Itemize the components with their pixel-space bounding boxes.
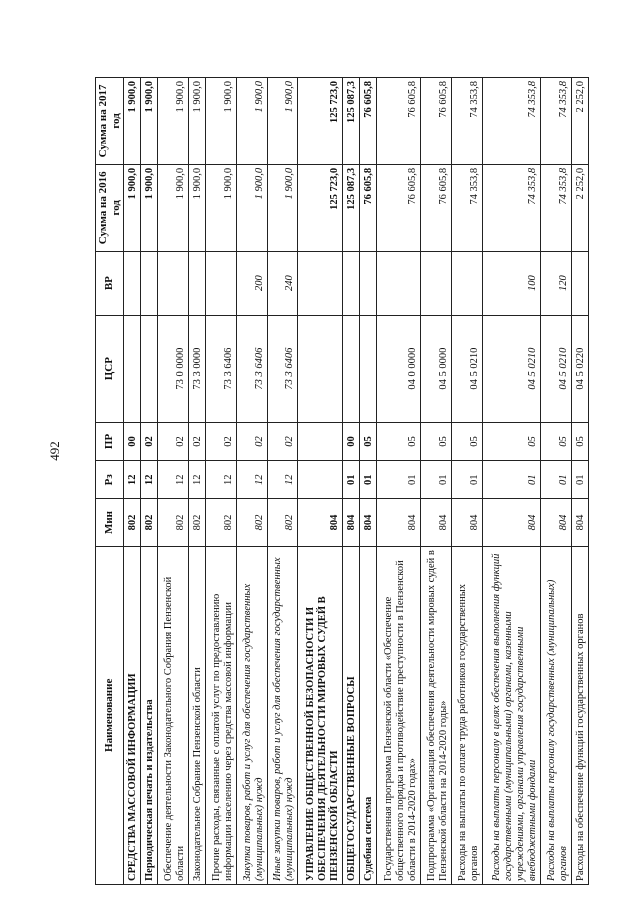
cell-csr xyxy=(124,315,141,422)
cell-min: 804 xyxy=(571,499,588,546)
cell-sum-2016: 76 605,8 xyxy=(377,164,421,251)
cell-csr xyxy=(342,315,359,422)
cell-name: Государственная программа Пензенской области «Обеспечение общественного порядка и противодействие преступности в Пензенской области в 2014-2020 годах» xyxy=(377,546,421,884)
cell-pr: 05 xyxy=(421,422,452,460)
cell-vr xyxy=(359,251,376,315)
cell-rz: 01 xyxy=(377,461,421,499)
cell-vr xyxy=(189,251,206,315)
cell-pr: 05 xyxy=(377,422,421,460)
header-min: Мин xyxy=(96,499,124,546)
header-rz: Рз xyxy=(96,461,124,499)
cell-name: Подпрограмма «Организация обеспечения деятельности мировых судей в Пензенской области на 2014-2020 годы» xyxy=(421,546,452,884)
cell-rz: 01 xyxy=(342,461,359,499)
cell-sum-2016: 125 723,0 xyxy=(298,164,342,251)
cell-csr: 73 3 6406 xyxy=(206,315,237,422)
table-row xyxy=(359,78,376,885)
cell-min: 802 xyxy=(124,499,141,546)
budget-table-container xyxy=(95,77,589,885)
cell-rz: 12 xyxy=(206,461,237,499)
cell-csr: 73 3 0000 xyxy=(189,315,206,422)
cell-sum-2016: 1 900,0 xyxy=(141,164,158,251)
cell-sum-2016: 1 900,0 xyxy=(158,164,189,251)
cell-sum-2017: 2 252,0 xyxy=(571,78,588,165)
cell-rz: 01 xyxy=(452,461,483,499)
cell-sum-2016: 1 900,0 xyxy=(189,164,206,251)
cell-name: Расходы на выплаты по оплате труда работников государственных органов xyxy=(452,546,483,884)
cell-vr: 200 xyxy=(236,251,267,315)
table-row xyxy=(267,78,298,885)
cell-sum-2017: 74 353,8 xyxy=(541,78,572,165)
cell-sum-2017: 125 087,3 xyxy=(342,78,359,165)
table-row xyxy=(377,78,421,885)
cell-sum-2017: 1 900,0 xyxy=(189,78,206,165)
cell-name: Судебная система xyxy=(359,546,376,884)
cell-rz: 12 xyxy=(124,461,141,499)
cell-vr xyxy=(158,251,189,315)
cell-vr xyxy=(571,251,588,315)
cell-pr: 05 xyxy=(571,422,588,460)
cell-vr xyxy=(421,251,452,315)
cell-name: Расходы на обеспечение функций государственных органов xyxy=(571,546,588,884)
cell-pr: 05 xyxy=(359,422,376,460)
cell-sum-2016: 76 605,8 xyxy=(421,164,452,251)
cell-min: 804 xyxy=(377,499,421,546)
cell-csr: 73 3 6406 xyxy=(236,315,267,422)
cell-rz xyxy=(298,461,342,499)
cell-name: Периодическая печать и издательства xyxy=(141,546,158,884)
cell-vr xyxy=(452,251,483,315)
cell-min: 802 xyxy=(141,499,158,546)
cell-min: 802 xyxy=(236,499,267,546)
cell-sum-2017: 1 900,0 xyxy=(206,78,237,165)
cell-min: 804 xyxy=(421,499,452,546)
table-row xyxy=(298,78,342,885)
cell-name: УПРАВЛЕНИЕ ОБЩЕСТВЕННОЙ БЕЗОПАСНОСТИ И ОБЕСПЕЧЕНИЯ ДЕЯТЕЛЬНОСТИ МИРОВЫХ СУДЕЙ В ПЕНЗЕНСКОЙ ОБЛАСТИ xyxy=(298,546,342,884)
cell-min: 804 xyxy=(452,499,483,546)
cell-sum-2017: 76 605,8 xyxy=(377,78,421,165)
cell-csr: 73 0 0000 xyxy=(158,315,189,422)
cell-sum-2017: 1 900,0 xyxy=(158,78,189,165)
cell-min: 804 xyxy=(359,499,376,546)
cell-pr: 00 xyxy=(124,422,141,460)
cell-pr: 02 xyxy=(206,422,237,460)
cell-min: 802 xyxy=(267,499,298,546)
cell-sum-2016: 1 900,0 xyxy=(206,164,237,251)
cell-vr xyxy=(298,251,342,315)
cell-vr: 120 xyxy=(541,251,572,315)
cell-vr xyxy=(206,251,237,315)
cell-vr xyxy=(124,251,141,315)
cell-name: СРЕДСТВА МАССОВОЙ ИНФОРМАЦИИ xyxy=(124,546,141,884)
cell-sum-2017: 74 353,8 xyxy=(482,78,540,165)
cell-name: Расходы на выплаты персоналу в целях обеспечения выполнения функций государственными (муниципальными) органами, казенными учреждениями, органами управления государственными внебюджетными фондами xyxy=(482,546,540,884)
cell-sum-2016: 1 900,0 xyxy=(267,164,298,251)
table-row xyxy=(189,78,206,885)
cell-rz: 12 xyxy=(158,461,189,499)
cell-rz: 12 xyxy=(236,461,267,499)
page-number: 492 xyxy=(47,441,62,461)
header-vr: ВР xyxy=(96,251,124,315)
cell-sum-2016: 74 353,8 xyxy=(482,164,540,251)
table-row xyxy=(482,78,540,885)
cell-min: 802 xyxy=(158,499,189,546)
cell-sum-2017: 1 900,0 xyxy=(267,78,298,165)
cell-sum-2016: 74 353,8 xyxy=(452,164,483,251)
cell-rz: 01 xyxy=(421,461,452,499)
cell-vr: 100 xyxy=(482,251,540,315)
table-body xyxy=(124,78,589,885)
header-pr: ПР xyxy=(96,422,124,460)
cell-csr xyxy=(359,315,376,422)
cell-pr: 05 xyxy=(541,422,572,460)
cell-rz: 12 xyxy=(189,461,206,499)
cell-rz: 01 xyxy=(482,461,540,499)
cell-sum-2017: 74 353,8 xyxy=(452,78,483,165)
cell-min: 804 xyxy=(342,499,359,546)
cell-sum-2017: 76 605,8 xyxy=(421,78,452,165)
cell-csr: 04 5 0000 xyxy=(421,315,452,422)
cell-rz: 12 xyxy=(141,461,158,499)
cell-vr xyxy=(342,251,359,315)
cell-sum-2016: 1 900,0 xyxy=(124,164,141,251)
cell-rz: 12 xyxy=(267,461,298,499)
cell-sum-2016: 125 087,3 xyxy=(342,164,359,251)
cell-vr: 240 xyxy=(267,251,298,315)
cell-name: Иные закупки товаров, работ и услуг для обеспечения государственных (муниципальных) нужд xyxy=(267,546,298,884)
cell-vr xyxy=(377,251,421,315)
cell-sum-2016: 74 353,8 xyxy=(541,164,572,251)
table-header-row xyxy=(96,78,124,885)
cell-sum-2017: 76 605,8 xyxy=(359,78,376,165)
cell-pr: 05 xyxy=(452,422,483,460)
table-row xyxy=(571,78,588,885)
cell-name: ОБЩЕГОСУДАРСТВЕННЫЕ ВОПРОСЫ xyxy=(342,546,359,884)
cell-pr: 02 xyxy=(267,422,298,460)
cell-vr xyxy=(141,251,158,315)
table-row xyxy=(452,78,483,885)
table-row xyxy=(541,78,572,885)
table-row xyxy=(206,78,237,885)
cell-csr xyxy=(298,315,342,422)
cell-sum-2017: 125 723,0 xyxy=(298,78,342,165)
cell-pr: 00 xyxy=(342,422,359,460)
table-row xyxy=(236,78,267,885)
cell-rz: 01 xyxy=(541,461,572,499)
table-row xyxy=(342,78,359,885)
cell-pr: 05 xyxy=(482,422,540,460)
cell-min: 802 xyxy=(189,499,206,546)
cell-pr: 02 xyxy=(189,422,206,460)
cell-min: 804 xyxy=(482,499,540,546)
cell-name: Закупка товаров, работ и услуг для обеспечения государственных (муниципальных) нужд xyxy=(236,546,267,884)
cell-name: Обеспечение деятельности Законодательного Собрания Пензенской области xyxy=(158,546,189,884)
table-row xyxy=(158,78,189,885)
cell-sum-2016: 1 900,0 xyxy=(236,164,267,251)
cell-csr: 73 3 6406 xyxy=(267,315,298,422)
cell-csr: 04 0 0000 xyxy=(377,315,421,422)
table-row xyxy=(141,78,158,885)
header-csr: ЦСР xyxy=(96,315,124,422)
cell-name: Расходы на выплаты персоналу государственных (муниципальных) органов xyxy=(541,546,572,884)
cell-csr: 04 5 0210 xyxy=(482,315,540,422)
cell-sum-2017: 1 900,0 xyxy=(141,78,158,165)
cell-rz: 01 xyxy=(571,461,588,499)
cell-sum-2017: 1 900,0 xyxy=(236,78,267,165)
cell-min: 802 xyxy=(206,499,237,546)
cell-sum-2016: 76 605,8 xyxy=(359,164,376,251)
cell-pr: 02 xyxy=(236,422,267,460)
cell-csr: 04 5 0220 xyxy=(571,315,588,422)
cell-csr: 04 5 0210 xyxy=(541,315,572,422)
cell-sum-2017: 1 900,0 xyxy=(124,78,141,165)
budget-table xyxy=(95,77,589,885)
cell-min: 804 xyxy=(298,499,342,546)
header-sum-2016: Сумма на 2016 год xyxy=(96,164,124,251)
cell-pr: 02 xyxy=(141,422,158,460)
table-row xyxy=(124,78,141,885)
header-sum-2017: Сумма на 2017 год xyxy=(96,78,124,165)
cell-name: Прочие расходы, связанные с оплатой услуг по предоставлению информации населению через средства массовой информации xyxy=(206,546,237,884)
cell-name: Законодательное Собрание Пензенской области xyxy=(189,546,206,884)
cell-csr xyxy=(141,315,158,422)
cell-csr: 04 5 0210 xyxy=(452,315,483,422)
cell-sum-2016: 2 252,0 xyxy=(571,164,588,251)
table-row xyxy=(421,78,452,885)
cell-min: 804 xyxy=(541,499,572,546)
cell-rz: 01 xyxy=(359,461,376,499)
cell-pr: 02 xyxy=(158,422,189,460)
header-name: Наименование xyxy=(96,546,124,884)
cell-pr xyxy=(298,422,342,460)
